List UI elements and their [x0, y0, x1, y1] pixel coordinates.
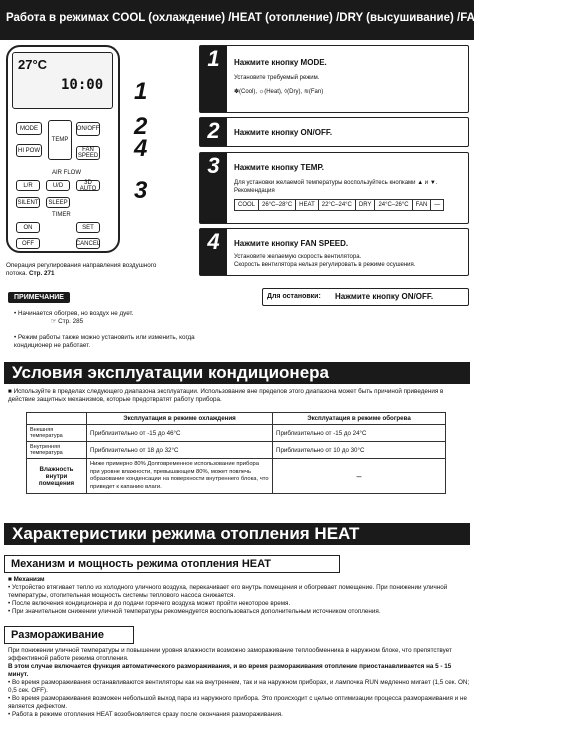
step-1-text: Установите требуемый режим. [234, 75, 320, 81]
heat-mechanism: ■ Механизм • Устройство втягивает тепло из холодного уличного воздуха, перекачивает его внутрь помещения и обогревает помещение. При понижении уличной температуры, отопительная мощность системы теплового насоса снижается. • После включения кондиционера и до подачи горячего воздуха может пройти некоторое время. • При значительном снижении уличной температуры рекомендуется воспользоваться дополнительным источником отопления. [8, 576, 448, 615]
mode-button[interactable]: MODE [16, 122, 42, 135]
lr-button[interactable]: L/R [16, 180, 40, 191]
timer-off-button[interactable]: OFF [16, 238, 40, 249]
step-1 [199, 45, 469, 113]
temp-cell: COOL [235, 200, 259, 211]
heat-title: Характеристики режима отопления HEAT [4, 523, 470, 545]
table-cell: Приблизительно от -15 до 24°C [273, 425, 446, 442]
temp-button[interactable]: TEMP [48, 120, 72, 160]
timer-on-button[interactable]: ON [16, 222, 40, 233]
temp-cell: — [431, 200, 444, 211]
temp-cell: 22°C–24°C [318, 200, 355, 211]
conditions-title: Условия эксплуатации кондиционера [4, 362, 470, 384]
step-1-modes: ✽(Cool), ☼(Heat), ◊(Dry), ≋(Fan) [234, 89, 324, 95]
temp-cell: HEAT [296, 200, 319, 211]
step-1-number: 1 [200, 46, 227, 112]
table-header-cell [27, 413, 87, 425]
step-4-text: Установите желаемую скорость вентилятора. [234, 254, 362, 260]
note-item-1: • Начинается обогрев, но воздух не дует. ☞ Стр. 285 [14, 310, 134, 325]
callout-4: 4 [134, 135, 148, 162]
heat-subtitle-1: Механизм и мощность режима отопления HEAT [4, 555, 340, 573]
step-3-number: 3 [200, 153, 227, 223]
step-4-title: Нажмите кнопку FAN SPEED. [234, 239, 349, 248]
step-3 [199, 152, 469, 224]
callout-3: 3 [134, 177, 148, 204]
temp-cell: FAN [412, 200, 431, 211]
note-badge: ПРИМЕЧАНИЕ [8, 292, 70, 303]
temp-cell: DRY [355, 200, 375, 211]
table-cell: Приблизительно от 18 до 32°C [87, 442, 273, 459]
step-4-number: 4 [200, 229, 227, 275]
table-cell: – [273, 459, 446, 494]
page-header: Работа в режимах COOL (охлаждение) /HEAT (отопление) /DRY (высушивание) /FAN (вентиляция) [0, 0, 474, 40]
display-time: 10:00 [61, 77, 104, 93]
table-header-cell: Эксплуатация в режиме обогрева [273, 413, 446, 425]
remote-display [12, 52, 113, 109]
on-off-button[interactable]: ON/OFF [76, 122, 100, 136]
table-cell: Внешняя температура [27, 425, 87, 442]
stop-label: Для остановки: [267, 293, 321, 300]
step-2 [199, 117, 469, 147]
heat-subtitle-2: Размораживание [4, 626, 134, 644]
sleep-button[interactable]: SLEEP [46, 197, 70, 208]
stop-box [262, 288, 469, 306]
step-4-text2: Скорость вентилятора нельзя регулировать в режиме осушения. [234, 262, 416, 268]
display-temp: 27°C [18, 57, 48, 72]
note-item-2: • Режим работы также можно установить или изменить, когда кондиционер не работает. [14, 334, 195, 349]
temp-cell: 26°C–28°C [259, 200, 296, 211]
callout-1: 1 [134, 78, 148, 105]
airflow-label: AIR FLOW [52, 170, 82, 176]
conditions-table [26, 412, 446, 494]
table-cell: Влажность внутри помещения [27, 459, 87, 494]
conditions-intro: ■ Используйте в пределах следующего диапазона эксплуатации. Использование вне пределов этого диапазона может быть причиной приведения в действие защитных механизмов, которые предотвратят работу прибора. [8, 388, 444, 403]
fan-speed-button[interactable]: FAN SPEED [77, 147, 99, 159]
table-cell: Приблизительно от -15 до 46°C [87, 425, 273, 442]
silent-button[interactable]: SILENT [16, 197, 40, 208]
cancel-button[interactable]: CANCEL [76, 238, 100, 249]
timer-label: TIMER [52, 212, 71, 218]
heat-defrost: При понижении уличной температуры и повышении уровня влажности возможно замораживание теплообменника в наружном блоке, что препятствует эффективной работе режима отопления. В этом случае включается функция автоматического размораживания, и во время размораживания отопление приостанавливается на 5 - 15 минут. • Во время размораживания останавливаются вентиляторы как на внутреннем, так и на наружном приборах, и лампочка RUN медленно мигает (1,5 сек. ON; 0,5 сек. OFF). • Во время размораживания возможен небольшой выход пара из наружного прибора. Это происходит с целью оптимизации процесса размораживания и не является дефектом. • Работа в режиме отопления HEAT возобновляется сразу после окончания размораживания. [8, 647, 470, 718]
step-2-title: Нажмите кнопку ON/OFF. [234, 128, 333, 137]
louver-note: Операция регулирования направления воздушного потока. Стр. 271 [6, 262, 157, 277]
stop-text: Нажмите кнопку ON/OFF. [335, 292, 434, 301]
hi-pow-button[interactable]: HI POW [16, 144, 42, 157]
temp-cell: 24°C–26°C [375, 200, 412, 211]
step-1-title: Нажмите кнопку MODE. [234, 58, 327, 67]
callout-2: 2 [134, 113, 148, 140]
3d-auto-button[interactable]: 3D AUTO [76, 180, 100, 191]
step-3-rec: Рекомендация [234, 188, 275, 194]
step-2-number: 2 [200, 118, 227, 146]
set-button[interactable]: SET [76, 222, 100, 233]
table-cell: Приблизительно от 10 до 30°C [273, 442, 446, 459]
table-cell: Внутренняя температура [27, 442, 87, 459]
step-3-text: Для установки желаемой температуры воспользуйтесь кнопками ▲ и ▼. [234, 180, 438, 186]
step-4 [199, 228, 469, 276]
temp-table [234, 199, 444, 211]
ud-button[interactable]: U/D [46, 180, 70, 191]
step-3-title: Нажмите кнопку TEMP. [234, 163, 324, 172]
table-cell: Ниже примерно 80% Долговременное использование прибора при уровне влажности, превышающем 80%, может повлечь образование конденсации на поверхности внутреннего блока, что приведет к капанию влаги. [87, 459, 273, 494]
table-header-cell: Эксплуатация в режиме охлаждения [87, 413, 273, 425]
